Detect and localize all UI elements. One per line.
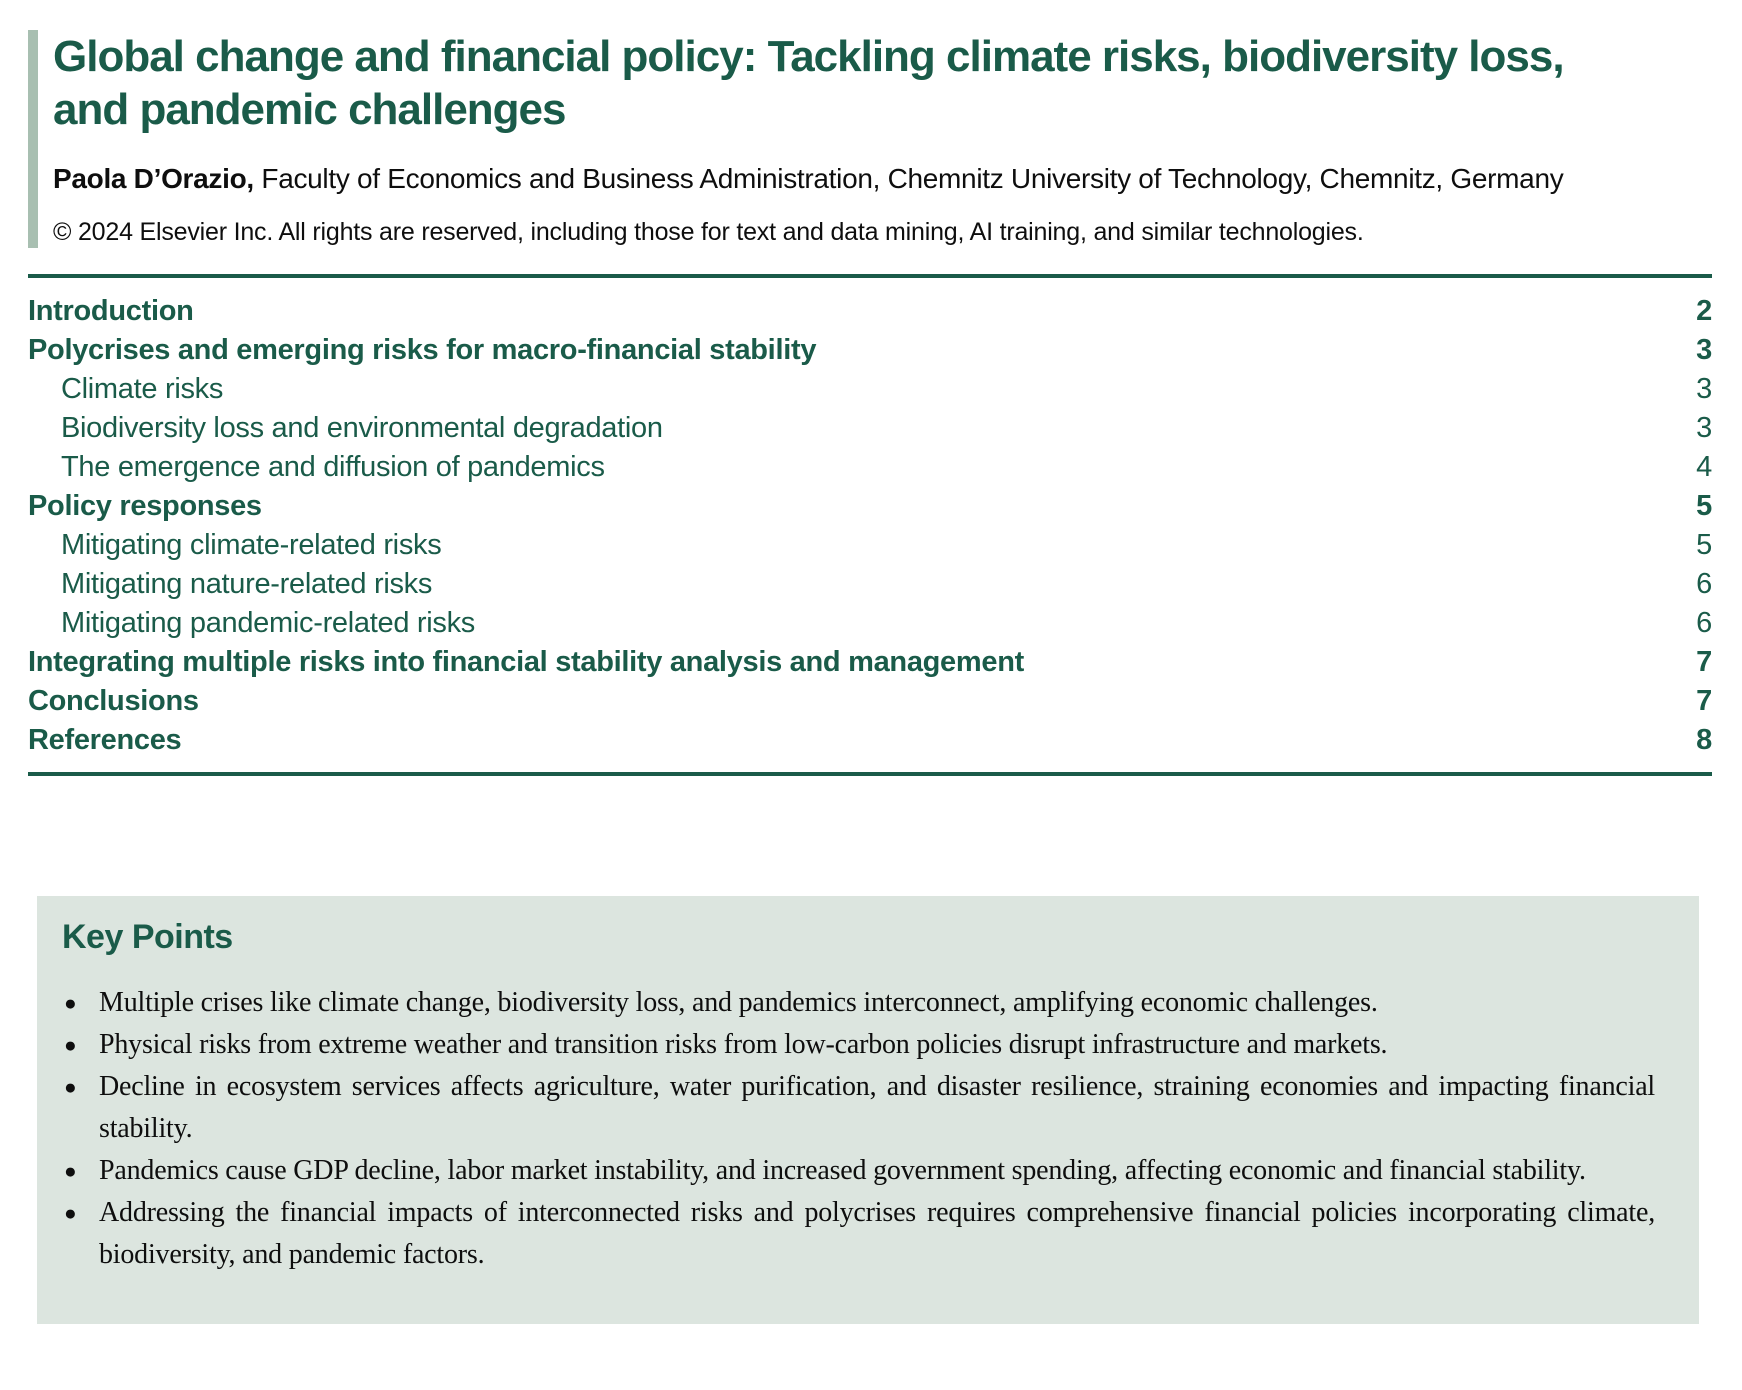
bullet-icon: ● — [64, 1159, 77, 1183]
toc-row-references[interactable] — [28, 721, 1712, 760]
key-point-item — [62, 1192, 1655, 1276]
article-title-line2: and pandemic challenges — [53, 85, 566, 134]
bullet-icon: ● — [64, 1201, 77, 1225]
article-header — [28, 30, 1712, 248]
toc-label: References — [28, 724, 182, 756]
toc-row-conclusions[interactable] — [28, 682, 1712, 721]
toc-page-number: 7 — [1696, 646, 1712, 678]
toc-page-number: 4 — [1696, 451, 1712, 483]
toc-row-mitigating-nature[interactable] — [28, 565, 1712, 604]
toc-page-number: 2 — [1696, 295, 1712, 327]
key-point-item — [62, 1150, 1655, 1192]
toc-label: Mitigating pandemic-related risks — [61, 607, 475, 639]
toc-row-polycrises[interactable] — [28, 331, 1712, 370]
toc-row-introduction[interactable] — [28, 292, 1712, 331]
toc-row-emergence-pandemics[interactable] — [28, 448, 1712, 487]
toc-row-mitigating-climate[interactable] — [28, 526, 1712, 565]
author-byline — [53, 162, 1712, 196]
key-point-text: Pandemics cause GDP decline, labor market instability, and increased government spending, affecting economic and financial stability. — [99, 1155, 1586, 1186]
toc-page-number: 7 — [1696, 685, 1712, 717]
key-point-text: Physical risks from extreme weather and transition risks from low-carbon policies disrupt infrastructure and markets. — [99, 1029, 1388, 1060]
bullet-icon: ● — [64, 1033, 77, 1057]
key-points-box — [37, 896, 1699, 1324]
toc-page-number: 6 — [1696, 607, 1712, 639]
toc-label: Policy responses — [28, 490, 262, 522]
toc-row-climate-risks[interactable] — [28, 370, 1712, 409]
toc-label: Polycrises and emerging risks for macro-financial stability — [28, 334, 817, 366]
toc-label: Mitigating nature-related risks — [61, 568, 433, 600]
toc-bottom-rule — [28, 772, 1712, 776]
toc-top-rule — [28, 274, 1712, 278]
key-point-text: Addressing the financial impacts of interconnected risks and polycrises requires comprehensive financial policies incorporating climate, biodiversity, and pandemic factors. — [99, 1197, 1655, 1270]
toc-label: Climate risks — [61, 373, 224, 405]
toc-label: Mitigating climate-related risks — [61, 529, 442, 561]
toc-page-number: 6 — [1696, 568, 1712, 600]
key-point-item — [62, 1024, 1655, 1066]
author-affiliation: Faculty of Economics and Business Administration, Chemnitz University of Technology, Chemnitz, Germany — [253, 163, 1564, 194]
key-point-item — [62, 1066, 1655, 1150]
key-point-item — [62, 982, 1655, 1024]
toc-page-number: 3 — [1696, 373, 1712, 405]
copyright-notice: © 2024 Elsevier Inc. All rights are reserved, including those for text and data mining, AI training, and similar technologies. — [53, 218, 1364, 246]
toc-page-number: 8 — [1696, 724, 1712, 756]
toc-row-policy-responses[interactable] — [28, 487, 1712, 526]
toc-page-number: 3 — [1696, 412, 1712, 444]
bullet-icon: ● — [64, 1075, 77, 1099]
toc-row-biodiversity-loss[interactable] — [28, 409, 1712, 448]
key-points-heading: Key Points — [62, 918, 233, 956]
toc-label: Biodiversity loss and environmental degradation — [61, 412, 663, 444]
toc-page-number: 3 — [1696, 334, 1712, 366]
toc-page-number: 5 — [1696, 529, 1712, 561]
article-title — [53, 30, 1712, 136]
toc-label: Conclusions — [28, 685, 199, 717]
toc-label: Integrating multiple risks into financial stability analysis and management — [28, 646, 1024, 678]
toc-label: The emergence and diffusion of pandemics — [61, 451, 605, 483]
key-point-text: Multiple crises like climate change, biodiversity loss, and pandemics interconnect, amplifying economic challenges. — [99, 987, 1378, 1018]
key-point-text: Decline in ecosystem services affects agriculture, water purification, and disaster resilience, straining economies and impacting financial stability. — [99, 1071, 1655, 1144]
author-name: Paola D’Orazio, — [53, 163, 254, 194]
toc-row-integrating-risks[interactable] — [28, 643, 1712, 682]
table-of-contents — [28, 292, 1712, 760]
toc-page-number: 5 — [1696, 490, 1712, 522]
bullet-icon: ● — [64, 991, 77, 1015]
toc-row-mitigating-pandemic[interactable] — [28, 604, 1712, 643]
article-title-line1: Global change and financial policy: Tackling climate risks, biodiversity loss, — [53, 32, 1564, 81]
toc-label: Introduction — [28, 295, 194, 327]
key-points-list — [62, 982, 1655, 1276]
